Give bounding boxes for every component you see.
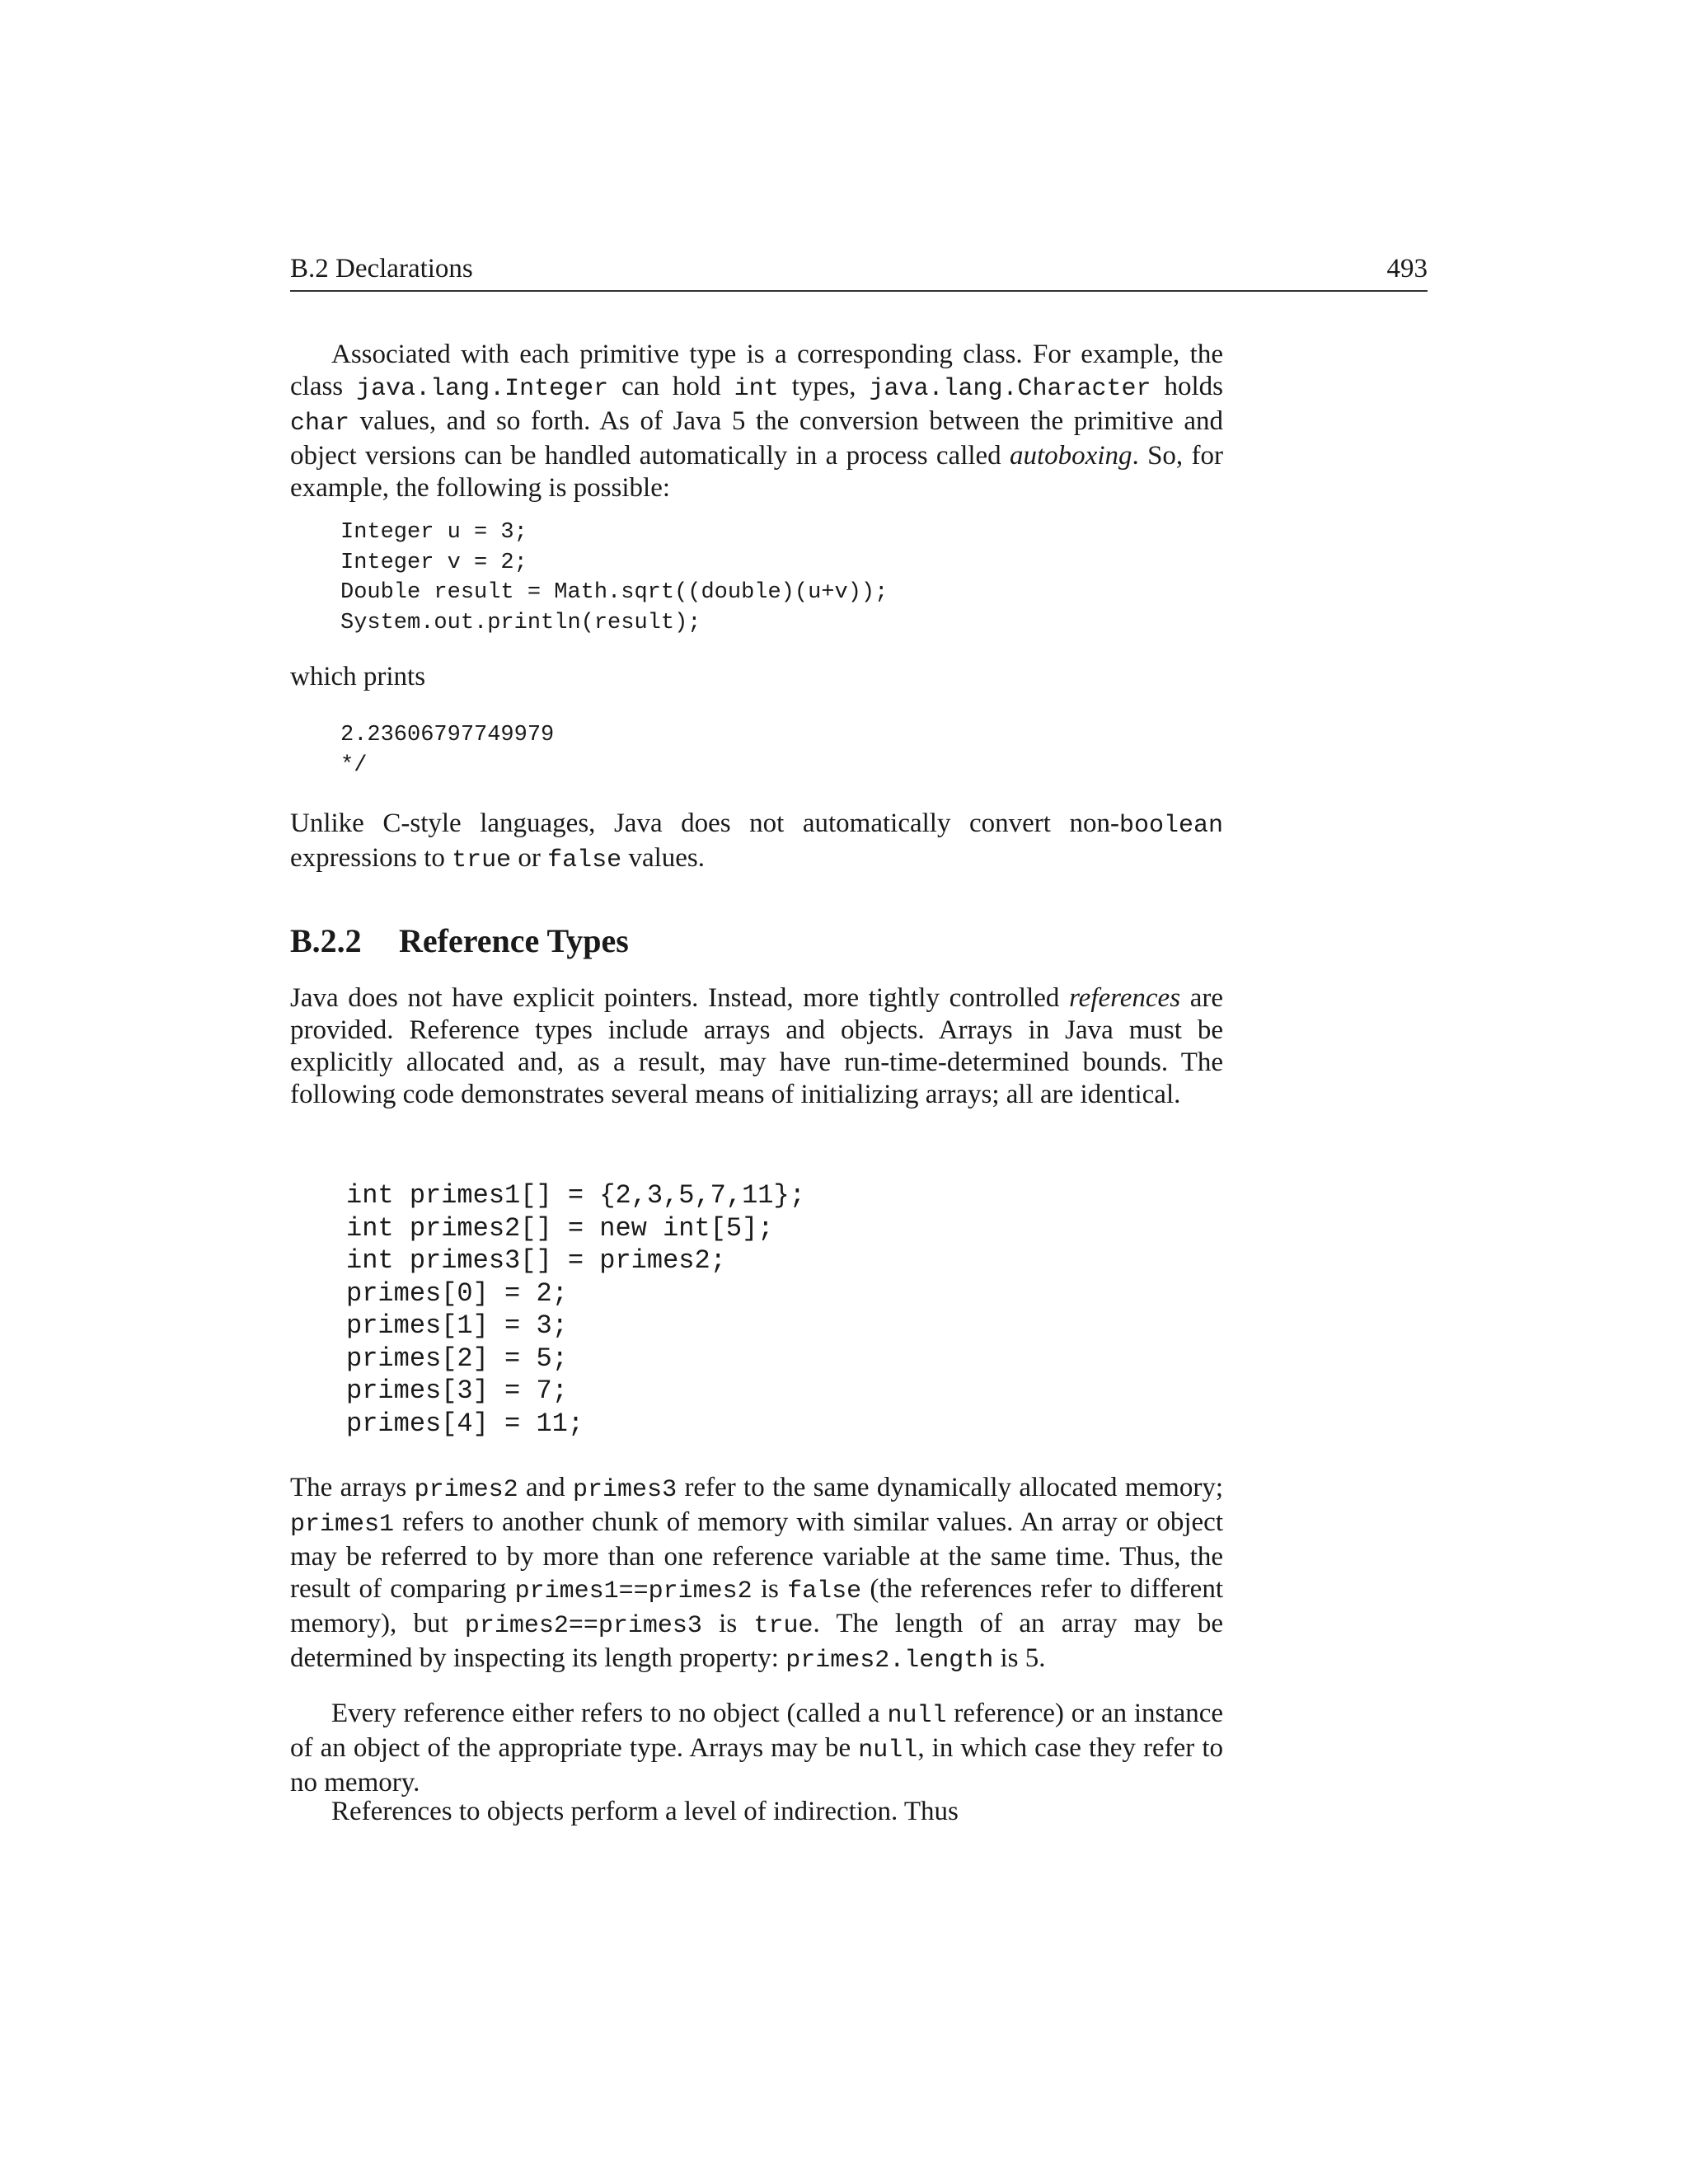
code-line: System.out.println(result); bbox=[340, 610, 701, 635]
section-heading bbox=[290, 921, 629, 960]
header-section-title: B.2 Declarations bbox=[290, 254, 473, 284]
code-line: primes[0] = 2; bbox=[346, 1277, 568, 1309]
inline-code: java.lang.Character bbox=[869, 375, 1151, 403]
code-line: Double result = Math.sqrt((double)(u+v)); bbox=[340, 580, 889, 605]
emphasis: autoboxing bbox=[1010, 441, 1132, 471]
paragraph-which-prints: which prints bbox=[290, 662, 426, 691]
inline-code: primes2==primes3 bbox=[464, 1612, 702, 1640]
code-line: primes[1] = 3; bbox=[346, 1310, 568, 1341]
code-block-output bbox=[340, 720, 554, 780]
paragraph-null-reference: Every reference either refers to no object (called a null reference) or an instance of an object of the appropriate type. Arrays may be null, in which case they refer to no memory. bbox=[290, 1699, 1224, 1797]
inline-code: null bbox=[887, 1702, 947, 1730]
paragraph-indirection: References to objects perform a level of indirection. Thus bbox=[331, 1797, 959, 1826]
inline-code: boolean bbox=[1118, 812, 1223, 840]
inline-code: primes3 bbox=[573, 1476, 678, 1504]
code-line: primes[2] = 5; bbox=[346, 1343, 568, 1374]
inline-code: false bbox=[787, 1577, 862, 1605]
inline-code: true bbox=[452, 846, 512, 874]
paragraph-references: Java does not have explicit pointers. Instead, more tightly controlled references are provided. Reference types include arrays and objects. Arrays in Java must be explicitly allocated and, as a result, may have run-time-determined bounds. The following code demonstrates several means of initializing arrays; all are identical. bbox=[290, 983, 1223, 1109]
paragraph-autoboxing: Associated with each primitive type is a corresponding class. For example, the class java.lang.Integer can hold int types, java.lang.Character holds char values, and so forth. As of Java 5 the conversion between the primitive and object versions can be handled automatically in a process called autoboxing. So, for example, the following is possible: bbox=[290, 340, 1223, 503]
code-block-arrays bbox=[346, 1179, 805, 1440]
inline-code: true bbox=[753, 1612, 814, 1640]
code-line: int primes1[] = {2,3,5,7,11}; bbox=[346, 1180, 805, 1211]
inline-code: char bbox=[290, 410, 350, 438]
code-line: Integer v = 2; bbox=[340, 550, 528, 575]
paragraph-boolean-conversion: Unlike C-style languages, Java does not automatically convert non-boolean expressions to true or false values. bbox=[290, 808, 1223, 874]
emphasis: references bbox=[1069, 983, 1181, 1013]
inline-code: primes2.length bbox=[785, 1647, 994, 1675]
code-line: int primes2[] = new int[5]; bbox=[346, 1212, 774, 1244]
code-line: 2.23606797749979 bbox=[340, 723, 555, 748]
header-page-number: 493 bbox=[1386, 254, 1428, 284]
inline-code: int bbox=[734, 375, 779, 403]
code-line: */ bbox=[340, 752, 368, 778]
running-header bbox=[290, 252, 1428, 292]
inline-code: primes1==primes2 bbox=[514, 1577, 753, 1605]
code-line: int primes3[] = primes2; bbox=[346, 1245, 726, 1276]
inline-code: java.lang.Integer bbox=[356, 375, 609, 403]
code-line: primes[3] = 7; bbox=[346, 1376, 568, 1406]
inline-code: false bbox=[547, 846, 622, 874]
code-line: Integer u = 3; bbox=[340, 520, 528, 545]
inline-code: primes1 bbox=[290, 1511, 395, 1539]
code-block-autoboxing bbox=[340, 518, 888, 638]
section-title: Reference Types bbox=[399, 922, 629, 959]
inline-code: null bbox=[858, 1736, 918, 1765]
paragraph-array-references: The arrays primes2 and primes3 refer to the same dynamically allocated memory; primes1 refers to another chunk of memory with similar values. An array or object may be referred to by more than one reference variable at the same time. Thus, the result of comparing primes1==primes2 is false (the references refer to different memory), but primes2==primes3 is true. The length of an array may be determined by inspecting its length property: primes2.length is 5. bbox=[290, 1473, 1223, 1675]
code-line: primes[4] = 11; bbox=[346, 1408, 584, 1439]
inline-code: primes2 bbox=[414, 1476, 518, 1504]
section-number: B.2.2 bbox=[290, 922, 362, 959]
